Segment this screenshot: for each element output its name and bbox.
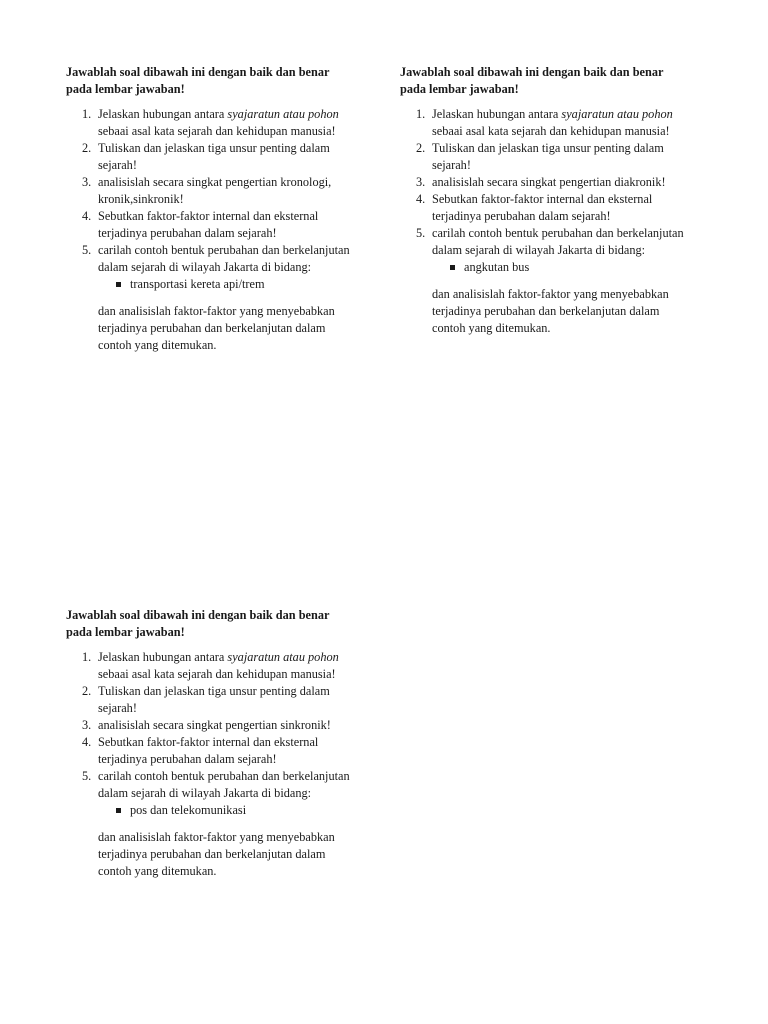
square-bullet-icon [116, 808, 121, 813]
closing-instruction: dan analisislah faktor-faktor yang menyebabkan terjadinya perubahan dan berkelanjutan dalam contoh yang ditemukan. [98, 304, 335, 352]
question-number: 4. [416, 192, 426, 206]
question-text: analisislah secara singkat pengertian kronologi, kronik,sinkronik! [98, 175, 332, 206]
instruction-heading: Jawablah soal dibawah ini dengan baik dan benar pada lembar jawaban! [66, 65, 330, 96]
square-bullet-icon [450, 265, 455, 270]
question-item-3 [66, 174, 366, 208]
question-text: Sebutkan faktor-faktor internal dan eksternal terjadinya perubahan dalam sejarah! [98, 735, 319, 766]
question-item-5 [66, 242, 366, 293]
question-number: 3. [416, 175, 426, 189]
question-item-2 [66, 683, 366, 717]
question-text: sebaai asal kata sejarah dan kehidupan manusia! [432, 124, 670, 138]
question-text: analisislah secara singkat pengertian sinkronik! [98, 718, 331, 732]
question-item-4 [400, 191, 700, 225]
bidang-item [116, 802, 366, 819]
instruction-heading: Jawablah soal dibawah ini dengan baik dan benar pada lembar jawaban! [66, 608, 330, 639]
question-list [66, 106, 366, 293]
question-number: 2. [82, 141, 92, 155]
question-number: 5. [82, 243, 92, 257]
question-text: Tuliskan dan jelaskan tiga unsur penting dalam sejarah! [432, 141, 664, 172]
instruction-heading: Jawablah soal dibawah ini dengan baik dan benar pada lembar jawaban! [400, 65, 664, 96]
question-number: 1. [82, 650, 92, 664]
question-emphasis: syajaratun atau pohon [227, 650, 339, 664]
question-text: Jelaskan hubungan antara [432, 107, 562, 121]
closing-instruction: dan analisislah faktor-faktor yang menyebabkan terjadinya perubahan dan berkelanjutan dalam contoh yang ditemukan. [98, 830, 335, 878]
question-number: 3. [82, 175, 92, 189]
bidang-list [98, 276, 366, 293]
question-emphasis: syajaratun atau pohon [561, 107, 673, 121]
question-text: Sebutkan faktor-faktor internal dan eksternal terjadinya perubahan dalam sejarah! [98, 209, 319, 240]
question-text: Sebutkan faktor-faktor internal dan eksternal terjadinya perubahan dalam sejarah! [432, 192, 653, 223]
question-item-2 [66, 140, 366, 174]
bidang-text: pos dan telekomunikasi [130, 803, 247, 817]
question-text: Tuliskan dan jelaskan tiga unsur penting dalam sejarah! [98, 141, 330, 172]
question-text: Tuliskan dan jelaskan tiga unsur penting dalam sejarah! [98, 684, 330, 715]
question-number: 4. [82, 735, 92, 749]
question-item-1 [66, 649, 366, 683]
square-bullet-icon [116, 282, 121, 287]
question-item-3 [400, 174, 700, 191]
question-block-2 [400, 64, 700, 337]
bidang-list [98, 802, 366, 819]
question-list [66, 649, 366, 819]
question-item-5 [400, 225, 700, 276]
question-text: carilah contoh bentuk perubahan dan berkelanjutan dalam sejarah di wilayah Jakarta di bidang: [432, 226, 684, 257]
question-list [400, 106, 700, 276]
bidang-text: transportasi kereta api/trem [130, 277, 265, 291]
bidang-text: angkutan bus [464, 260, 530, 274]
question-number: 5. [82, 769, 92, 783]
question-item-2 [400, 140, 700, 174]
question-number: 5. [416, 226, 426, 240]
question-number: 1. [82, 107, 92, 121]
question-emphasis: syajaratun atau pohon [227, 107, 339, 121]
question-text: sebaai asal kata sejarah dan kehidupan manusia! [98, 667, 336, 681]
question-text: carilah contoh bentuk perubahan dan berkelanjutan dalam sejarah di wilayah Jakarta di bidang: [98, 243, 350, 274]
bidang-list [432, 259, 700, 276]
question-block-1 [66, 64, 366, 354]
question-text: Jelaskan hubungan antara [98, 650, 228, 664]
question-number: 2. [416, 141, 426, 155]
bidang-item [450, 259, 700, 276]
question-text: sebaai asal kata sejarah dan kehidupan manusia! [98, 124, 336, 138]
question-item-1 [400, 106, 700, 140]
question-number: 3. [82, 718, 92, 732]
question-number: 1. [416, 107, 426, 121]
question-number: 4. [82, 209, 92, 223]
question-item-1 [66, 106, 366, 140]
question-text: analisislah secara singkat pengertian diakronik! [432, 175, 666, 189]
question-item-4 [66, 734, 366, 768]
question-block-3 [66, 607, 366, 880]
question-text: carilah contoh bentuk perubahan dan berkelanjutan dalam sejarah di wilayah Jakarta di bidang: [98, 769, 350, 800]
question-number: 2. [82, 684, 92, 698]
question-text: Jelaskan hubungan antara [98, 107, 228, 121]
question-item-5 [66, 768, 366, 819]
question-item-4 [66, 208, 366, 242]
question-item-3 [66, 717, 366, 734]
bidang-item [116, 276, 366, 293]
closing-instruction: dan analisislah faktor-faktor yang menyebabkan terjadinya perubahan dan berkelanjutan dalam contoh yang ditemukan. [432, 287, 669, 335]
